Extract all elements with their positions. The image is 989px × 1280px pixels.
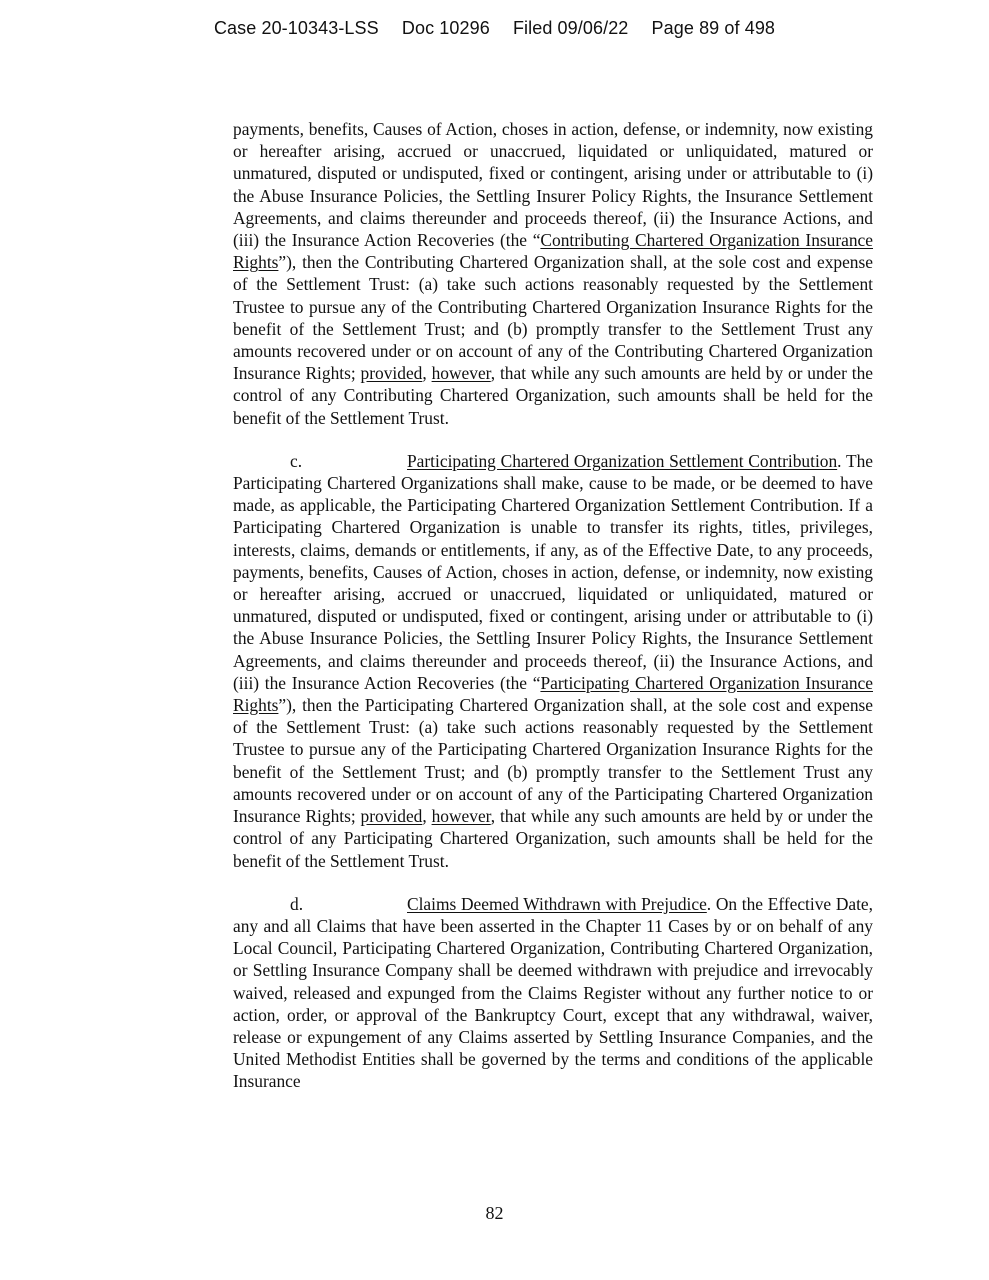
section-label: c. — [290, 450, 303, 471]
court-filing-header — [0, 18, 989, 39]
document-body — [233, 118, 873, 1114]
paragraph-text: . The Participating Chartered Organizations shall make, cause to be made, or be deemed to have made, as applicable, the Participating Chartered Organization Settlement Contribution. If a Participating Chartered Organization is unable to transfer its rights, titles, privileges, interests, claims, demands or entitlements, if any, as of the Effective Date, to any proceeds, payments, benefits, Causes of Action, choses in action, defense, or indemnity, now existing or hereafter arising, accrued or unaccrued, liquidated or unliquidated, matured or unmatured, disputed or undisputed, fixed or contingent, arising under or attributable to (i) the Abuse Insurance Policies, the Settling Insurer Policy Rights, the Insurance Settlement Agreements, and claims thereunder and proceeds thereof, (ii) the Insurance Actions, and (iii) the Insurance Action Recoveries (the “ — [233, 450, 873, 693]
section-d — [233, 893, 873, 1093]
section-heading: Participating Chartered Organization Settlement Contribution — [407, 450, 838, 471]
section-label: d. — [290, 893, 304, 914]
provided-term: provided — [360, 806, 423, 827]
paragraph-text: payments, benefits, Causes of Action, choses in action, defense, or indemnity, now existing or hereafter arising, accrued or unaccrued, liquidated or unliquidated, matured or unmatured, disputed or undisputed, fixed or contingent, arising under or attributable to (i) the Abuse Insurance Policies, the Settling Insurer Policy Rights, the Insurance Settlement Agreements, and claims thereunder and proceeds thereof, (ii) the Insurance Actions, and (iii) the Insurance Action Recoveries (the “ — [233, 119, 873, 251]
punctuation: , — [422, 363, 432, 384]
defined-term: Participating Chartered Organization Insurance Rights — [233, 672, 873, 716]
paragraph-text: , that while any such amounts are held by or under the control of any Participating Chartered Organization, such amounts shall be held for the benefit of the Settlement Trust. — [233, 806, 873, 871]
paragraph-continued — [233, 118, 873, 429]
paragraph-text: . On the Effective Date, any and all Claims that have been asserted in the Chapter 11 Cases by or on behalf of any Local Council, Participating Chartered Organization, Contributing Chartered Organization, or Settling Insurance Company shall be deemed withdrawn with prejudice and irrevocably waived, released and expunged from the Claims Register without any further notice to or action, order, or approval of the Bankruptcy Court, except that any withdrawal, waiver, release or expungement of any Claims asserted by Settling Insurance Companies, and the United Methodist Entities shall be governed by the terms and conditions of the applicable Insurance — [233, 893, 873, 1092]
section-c — [233, 450, 873, 872]
paragraph-text: ”), then the Contributing Chartered Organization shall, at the sole cost and expense of the Settlement Trust: (a) take such actions reasonably requested by the Settlement Trustee to pursue any of the Contributing Chartered Organization Insurance Rights for the benefit of the Settlement Trust; and (b) promptly transfer to the Settlement Trust any amounts recovered under or on account of any of the Contributing Chartered Organization Insurance Rights; — [233, 252, 873, 384]
paragraph-text: , that while any such amounts are held by or under the control of any Contributing Chartered Organization, such amounts shall be held for the benefit of the Settlement Trust. — [233, 363, 873, 428]
page-of-total: Page 89 of 498 — [651, 18, 776, 38]
case-number: Case 20-10343-LSS — [213, 18, 379, 38]
section-heading: Claims Deemed Withdrawn with Prejudice — [407, 893, 707, 914]
doc-number: Doc 10296 — [401, 18, 490, 38]
paragraph-text: ”), then the Participating Chartered Organization shall, at the sole cost and expense of the Settlement Trust: (a) take such actions reasonably requested by the Settlement Trustee to pursue any of the Participating Chartered Organization Insurance Rights for the benefit of the Settlement Trust; and (b) promptly transfer to the Settlement Trust any amounts recovered under or on account of any of the Participating Chartered Organization Insurance Rights; — [233, 695, 873, 827]
provided-term: provided — [360, 363, 423, 384]
defined-term: Contributing Chartered Organization Insurance Rights — [233, 230, 873, 273]
punctuation: , — [422, 806, 432, 827]
page-number: 82 — [485, 1203, 504, 1223]
however-term: however — [431, 806, 491, 827]
however-term: however — [431, 363, 491, 384]
filed-date: Filed 09/06/22 — [512, 18, 629, 38]
